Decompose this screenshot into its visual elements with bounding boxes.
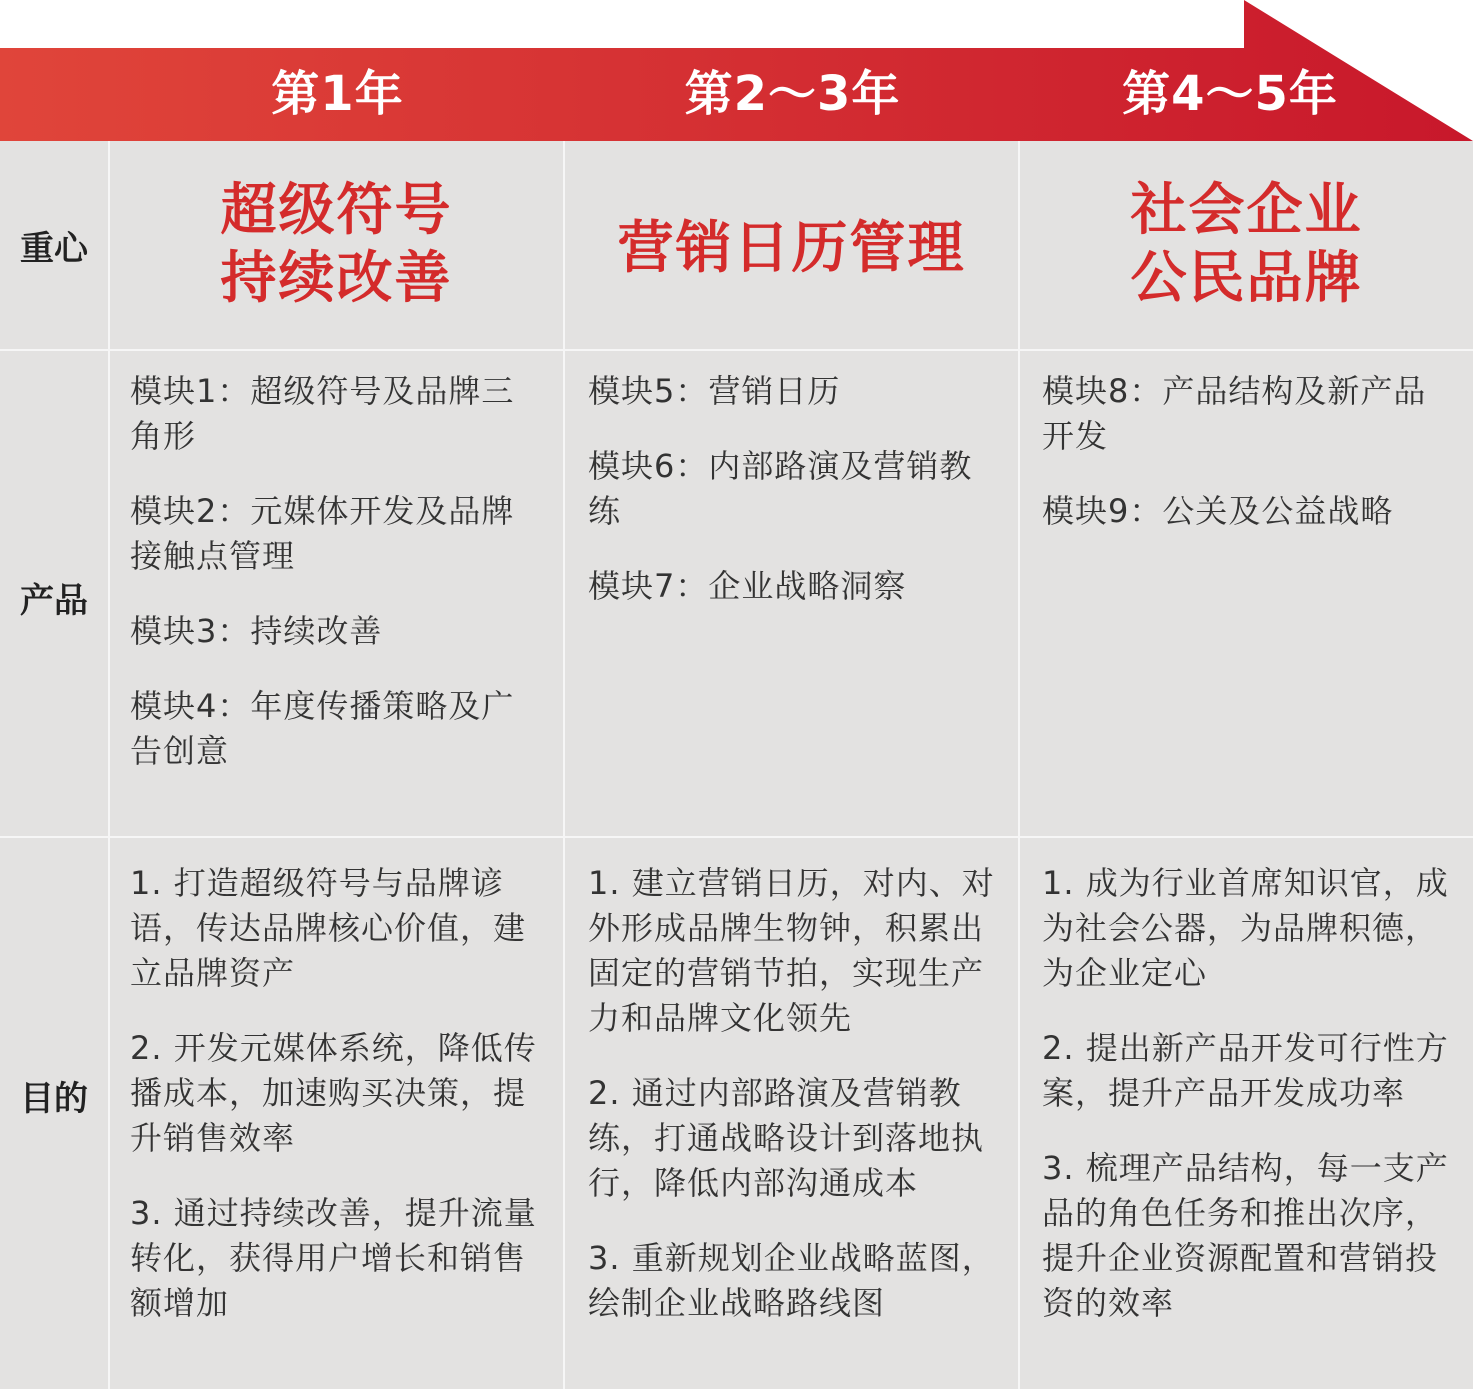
focus-cell-year-2-3 [565,215,1018,283]
purpose-item: 3. 通过持续改善，提升流量转化，获得用户增长和销售额增加 [130,1194,537,1322]
row-divider [0,349,1473,351]
module-item: 模块1：超级符号及品牌三角形 [130,372,515,455]
purpose-item: 2. 开发元媒体系统，降低传播成本，加速购买决策，提升销售效率 [130,1029,537,1157]
module-item: 模块3：持续改善 [130,612,383,650]
module-item: 模块5：营销日历 [588,372,841,410]
row-header-focus: 重心 [20,229,88,269]
focus-line: 持续改善 [220,246,453,311]
row-header-product: 产品 [20,581,88,621]
purpose-item: 1. 成为行业首席知识官，成为社会公器，为品牌积德，为企业定心 [1042,864,1449,992]
phase-year-1: 第1年 [271,66,404,122]
module-item: 模块7：企业战略洞察 [588,567,907,605]
purpose-cell-year-2-3 [588,861,1003,1356]
purpose-item: 2. 提出新产品开发可行性方案，提升产品开发成功率 [1042,1029,1449,1112]
plan-table [0,141,1473,1389]
column-divider [1018,141,1020,1389]
purpose-cell-year-4-5 [1042,861,1452,1356]
focus-line: 社会企业 [1130,178,1363,243]
module-item: 模块2：元媒体开发及品牌接触点管理 [130,492,515,575]
purpose-cell-year-1 [130,861,545,1356]
purpose-item: 3. 梳理产品结构，每一支产品的角色任务和推出次序，提升企业资源配置和营销投资的效率 [1042,1149,1449,1322]
module-item: 模块4：年度传播策略及广告创意 [130,687,515,770]
purpose-item: 1. 打造超级符号与品牌谚语，传达品牌核心价值，建立品牌资产 [130,864,527,992]
focus-cell-year-1 [110,177,563,313]
focus-cell-year-4-5 [1020,177,1473,313]
timeline-arrow [0,0,1473,141]
focus-line: 超级符号 [220,178,453,243]
product-cell-year-4-5 [1042,369,1452,564]
purpose-item: 2. 通过内部路演及营销教练，打通战略设计到落地执行，降低内部沟通成本 [588,1074,985,1202]
focus-line: 公民品牌 [1130,246,1363,311]
product-cell-year-2-3 [588,369,998,639]
purpose-item: 1. 建立营销日历，对内、对外形成品牌生物钟，积累出固定的营销节拍，实现生产力和品牌文化领先 [588,864,995,1037]
column-divider [563,141,565,1389]
column-divider [108,141,110,1389]
module-item: 模块9：公关及公益战略 [1042,492,1394,530]
purpose-item: 3. 重新规划企业战略蓝图，绘制企业战略路线图 [588,1239,995,1322]
row-divider [0,836,1473,838]
product-cell-year-1 [130,369,540,804]
phase-year-4-5: 第4～5年 [1122,66,1338,122]
focus-line: 营销日历管理 [617,216,966,281]
module-item: 模块6：内部路演及营销教练 [588,447,973,530]
phase-year-2-3: 第2～3年 [684,66,901,122]
row-header-purpose: 目的 [20,1079,88,1119]
module-item: 模块8：产品结构及新产品开发 [1042,372,1427,455]
